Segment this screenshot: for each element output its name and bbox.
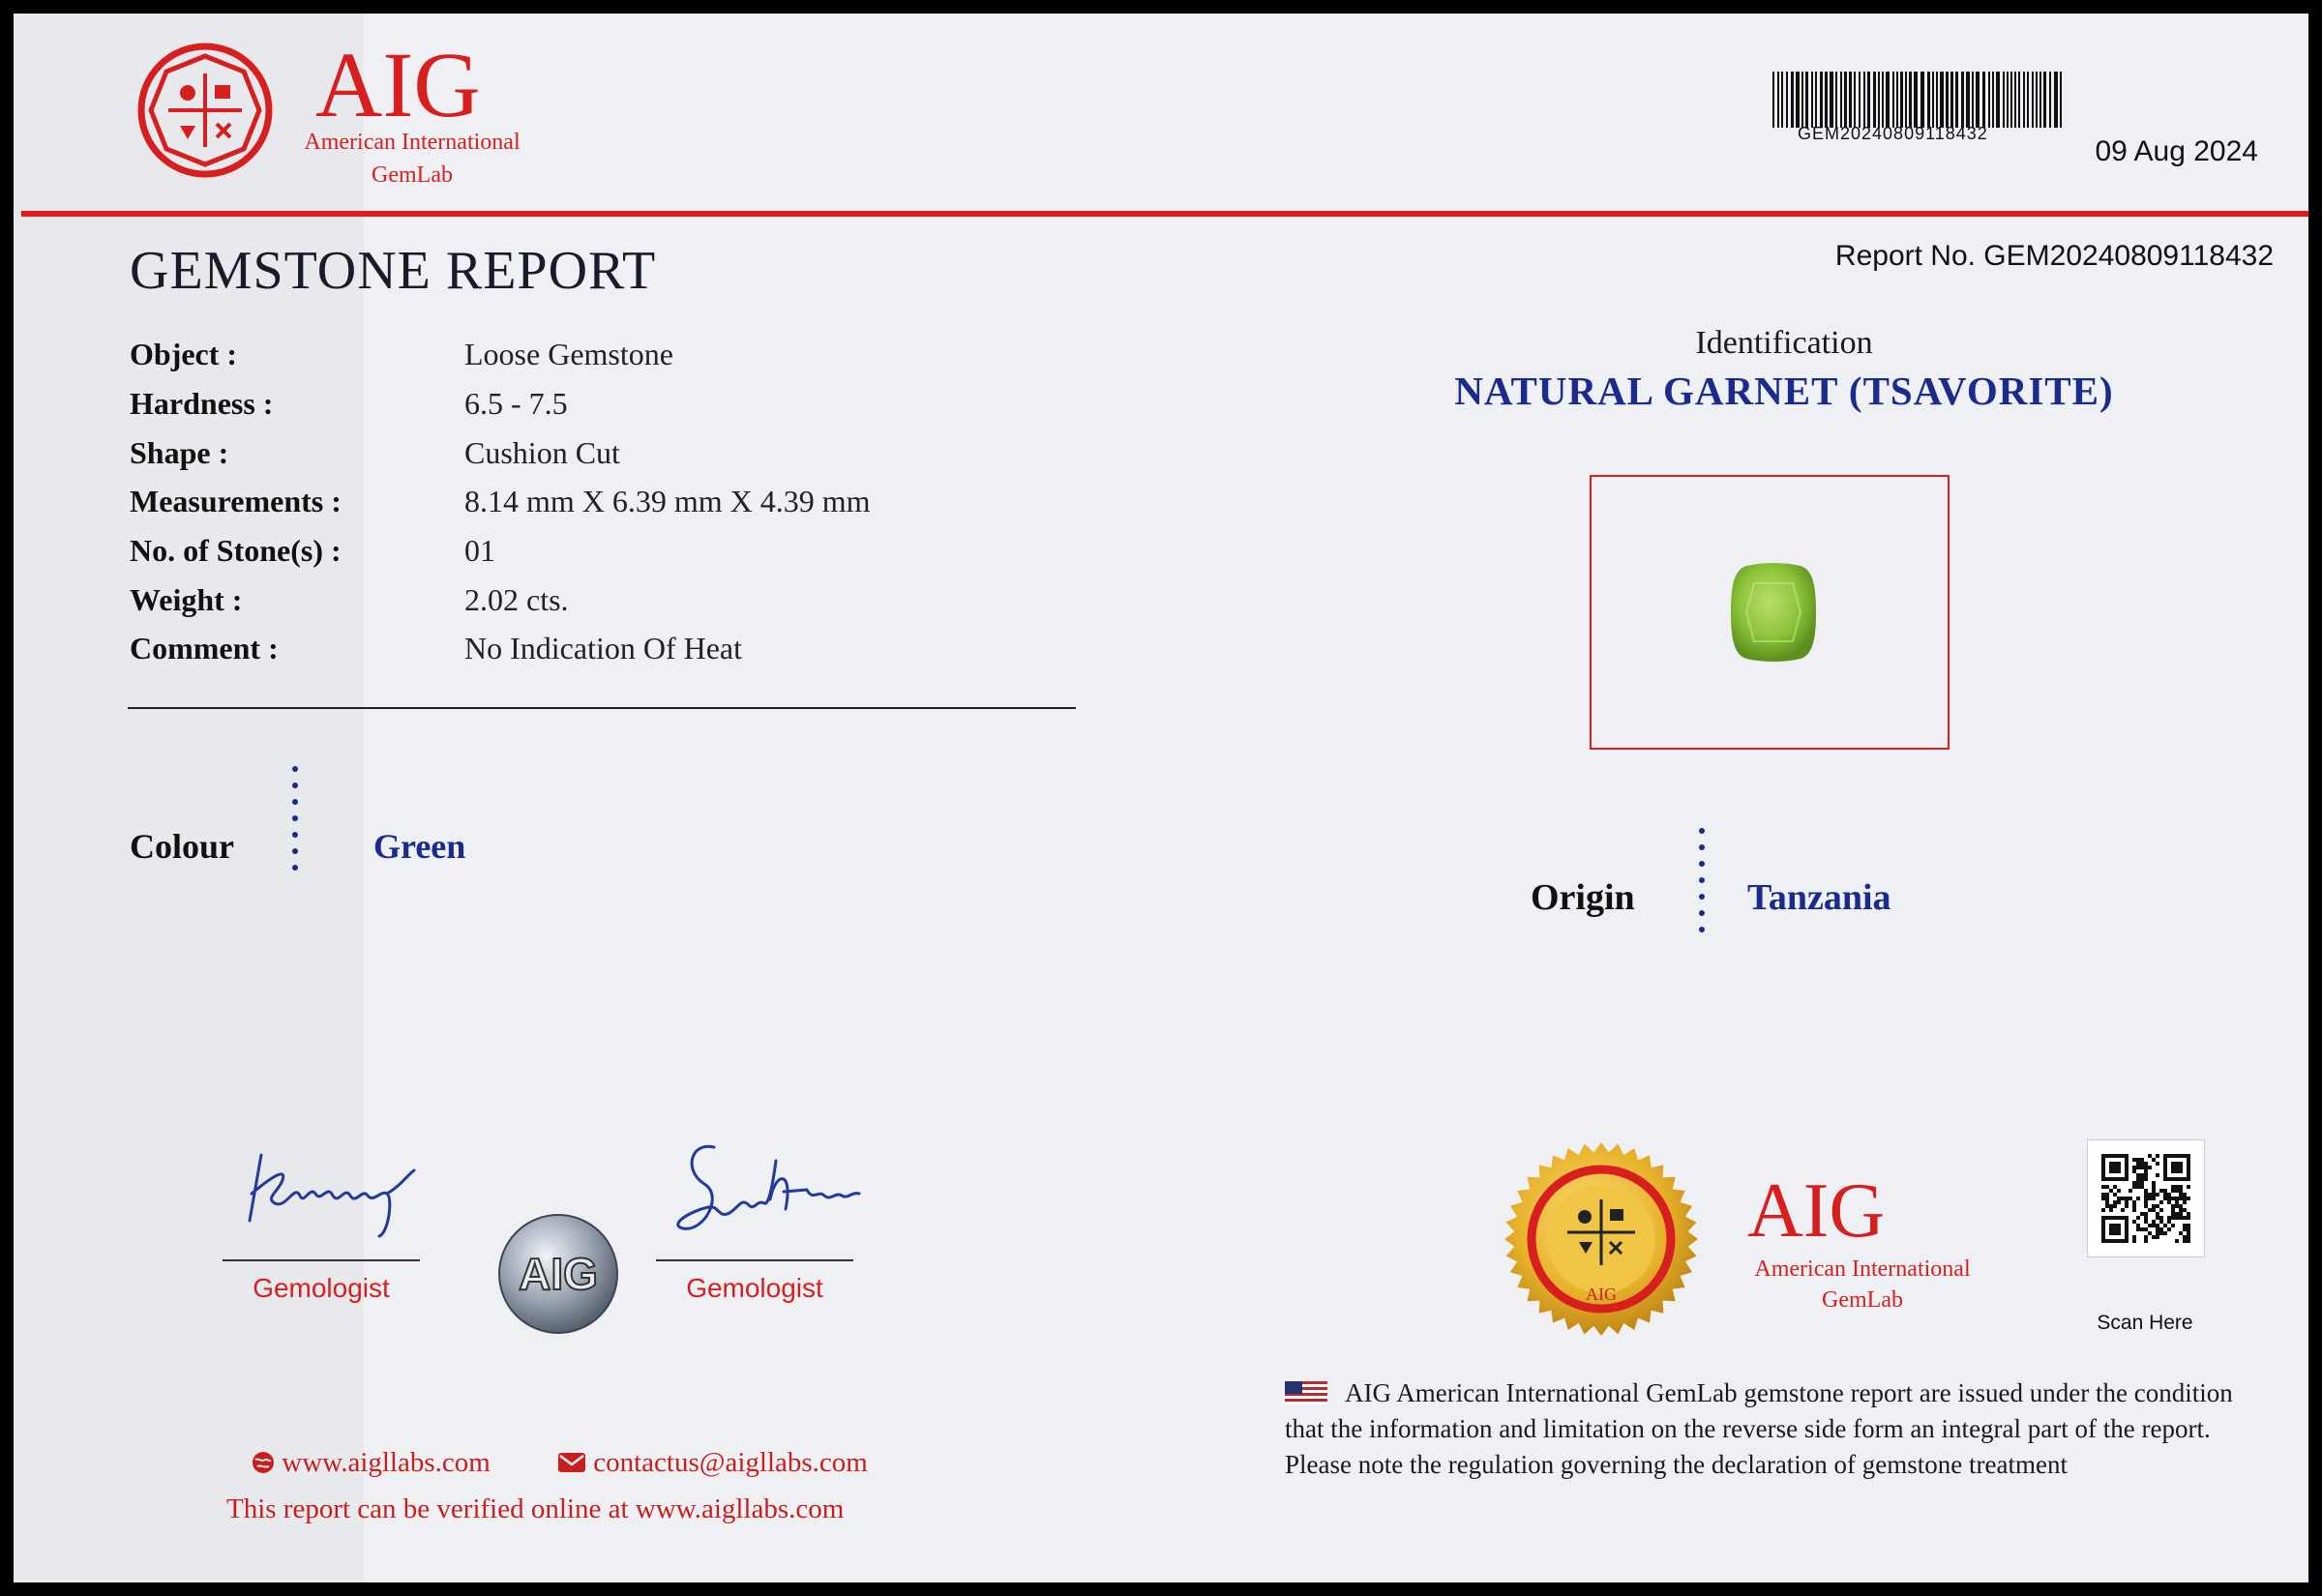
barcode-bar — [1791, 72, 1794, 128]
qr-module — [2140, 1158, 2144, 1162]
qr-module — [2187, 1239, 2190, 1243]
qr-module — [2183, 1224, 2187, 1227]
gemologist-title-2: Gemologist — [686, 1273, 823, 1303]
qr-module — [2101, 1208, 2105, 1212]
qr-module — [2144, 1177, 2148, 1181]
detail-value-measurements: 8.14 mm X 6.39 mm X 4.39 mm — [464, 484, 871, 518]
qr-module — [2163, 1193, 2167, 1197]
qr-module — [2140, 1166, 2144, 1169]
gemologist-title-1: Gemologist — [253, 1273, 390, 1303]
qr-module — [2101, 1185, 2105, 1189]
qr-module — [2136, 1216, 2140, 1220]
qr-module — [2132, 1169, 2136, 1173]
website-text: www.aigllabs.com — [282, 1447, 491, 1478]
qr-module — [2152, 1185, 2156, 1189]
barcode-bar — [1820, 72, 1823, 128]
barcode-bar — [1844, 72, 1847, 128]
qr-module — [2117, 1197, 2121, 1200]
detail-value-hardness: 6.5 - 7.5 — [464, 386, 568, 421]
barcode-bar — [1892, 72, 1894, 128]
qr-module — [2132, 1158, 2136, 1162]
detail-value-stones: 01 — [464, 533, 495, 568]
globe-icon — [252, 1451, 275, 1474]
barcode-bar — [1966, 72, 1970, 128]
qr-module — [2144, 1227, 2148, 1231]
qr-module — [2121, 1197, 2125, 1200]
qr-module — [2183, 1216, 2187, 1220]
qr-module — [2183, 1227, 2187, 1231]
qr-module — [2159, 1189, 2163, 1193]
qr-module — [2152, 1204, 2156, 1208]
qr-module — [2171, 1224, 2175, 1227]
barcode-bar — [1996, 72, 2000, 128]
barcode-bar — [1840, 72, 1842, 128]
barcode-bar — [1972, 72, 1974, 128]
qr-module — [2167, 1200, 2171, 1204]
qr-module — [2101, 1193, 2105, 1197]
barcode-bar — [2036, 72, 2038, 128]
detail-label-measurements: Measurements : — [130, 484, 342, 518]
qr-module — [2179, 1189, 2183, 1193]
barcode-bar — [1946, 72, 1949, 128]
qr-module — [2113, 1193, 2117, 1197]
aig-logo-subtitle: American International GemLab — [304, 130, 521, 188]
qr-module — [2156, 1231, 2159, 1235]
qr-module — [2105, 1204, 2109, 1208]
qr-module — [2156, 1204, 2159, 1208]
detail-value-shape: Cushion Cut — [464, 435, 620, 470]
qr-module — [2132, 1204, 2136, 1208]
qr-module — [2167, 1216, 2171, 1220]
qr-module — [2128, 1197, 2132, 1200]
qr-module — [2132, 1220, 2136, 1224]
qr-module — [2187, 1212, 2190, 1216]
qr-finder-pattern — [2109, 1224, 2121, 1235]
barcode-bar — [2043, 72, 2046, 128]
qr-module — [2156, 1154, 2159, 1158]
qr-module — [2140, 1227, 2144, 1231]
qr-module — [2187, 1231, 2190, 1235]
qr-module — [2144, 1197, 2148, 1200]
qr-module — [2144, 1166, 2148, 1169]
qr-code[interactable] — [2087, 1139, 2205, 1257]
qr-module — [2152, 1193, 2156, 1197]
qr-module — [2187, 1235, 2190, 1239]
detail-label-hardness: Hardness : — [130, 386, 274, 421]
barcode-bar — [2049, 72, 2051, 128]
barcode-bar — [1878, 72, 1880, 128]
qr-module — [2179, 1204, 2183, 1208]
qr-module — [2152, 1189, 2156, 1193]
barcode-bar — [1815, 72, 1817, 128]
qr-module — [2140, 1181, 2144, 1185]
qr-module — [2117, 1189, 2121, 1193]
qr-module — [2109, 1204, 2113, 1208]
disclaimer-text: AIG American International GemLab gemstone report are issued under the condition that the information and limitation on the reverse side form an integral part of the report. Please note the regulation governing the declaration of gemstone treatment — [1285, 1378, 2233, 1479]
barcode-bar — [2023, 72, 2025, 128]
qr-module — [2148, 1166, 2152, 1169]
qr-module — [2183, 1208, 2187, 1212]
qr-module — [2125, 1204, 2128, 1208]
qr-module — [2132, 1200, 2136, 1204]
barcode-bar — [1900, 72, 1903, 128]
qr-module — [2171, 1212, 2175, 1216]
barcode — [1772, 72, 2063, 128]
barcode-bar — [1786, 72, 1788, 128]
barcode-number: GEM20240809118432 — [1798, 124, 1988, 143]
qr-module — [2159, 1200, 2163, 1204]
barcode-bar — [2039, 72, 2041, 128]
qr-module — [2136, 1197, 2140, 1200]
qr-module — [2109, 1208, 2113, 1212]
barcode-bar — [1961, 72, 1964, 128]
qr-module — [2144, 1169, 2148, 1173]
qr-module — [2179, 1185, 2183, 1189]
qr-module — [2167, 1227, 2171, 1231]
gemologist-signature-1 — [236, 1136, 430, 1242]
barcode-bar — [1976, 72, 1980, 128]
qr-module — [2152, 1208, 2156, 1212]
qr-module — [2144, 1189, 2148, 1193]
qr-module — [2171, 1197, 2175, 1200]
qr-module — [2136, 1185, 2140, 1189]
website-link[interactable] — [252, 1447, 491, 1479]
qr-module — [2187, 1216, 2190, 1220]
qr-module — [2125, 1200, 2128, 1204]
qr-module — [2148, 1154, 2152, 1158]
qr-module — [2144, 1235, 2148, 1239]
barcode-bar — [1940, 72, 1944, 128]
qr-module — [2187, 1224, 2190, 1227]
qr-module — [2105, 1200, 2109, 1204]
signature-line-1 — [223, 1259, 420, 1261]
barcode-bar — [1927, 72, 1930, 128]
qr-module — [2152, 1224, 2156, 1227]
aig-logo-wordmark-right: AIG — [1747, 1168, 1886, 1254]
qr-module — [2140, 1177, 2144, 1181]
seal-text: AIG — [1586, 1285, 1617, 1304]
qr-module — [2175, 1189, 2179, 1193]
qr-module — [2163, 1224, 2167, 1227]
barcode-bar — [1886, 72, 1890, 128]
qr-module — [2163, 1189, 2167, 1193]
qr-module — [2152, 1235, 2156, 1239]
qr-module — [2136, 1177, 2140, 1181]
aig-logo-wordmark: AIG — [315, 33, 481, 136]
qr-module — [2179, 1216, 2183, 1220]
gemstone-photo-frame — [1590, 475, 1950, 750]
barcode-bar — [1950, 72, 1953, 128]
qr-module — [2159, 1220, 2163, 1224]
qr-module — [2117, 1200, 2121, 1204]
qr-module — [2152, 1158, 2156, 1162]
qr-module — [2163, 1231, 2167, 1235]
qr-module — [2101, 1197, 2105, 1200]
qr-module — [2105, 1193, 2109, 1197]
qr-module — [2144, 1204, 2148, 1208]
barcode-bar — [1882, 72, 1884, 128]
report-date: 09 Aug 2024 — [2095, 135, 2258, 167]
qr-module — [2156, 1173, 2159, 1177]
hologram-text: AIG — [519, 1249, 598, 1299]
qr-module — [2105, 1185, 2109, 1189]
qr-module — [2144, 1220, 2148, 1224]
qr-module — [2179, 1212, 2183, 1216]
barcode-bar — [2060, 72, 2062, 128]
qr-module — [2152, 1181, 2156, 1185]
qr-module — [2175, 1200, 2179, 1204]
report-number: Report No. GEM20240809118432 — [1834, 240, 2274, 272]
origin-label: Origin — [1531, 877, 1635, 918]
disclaimer — [1285, 1375, 2252, 1483]
qr-module — [2171, 1185, 2175, 1189]
qr-module — [2187, 1227, 2190, 1231]
identification-value: NATURAL GARNET (TSAVORITE) — [1454, 369, 2114, 413]
qr-module — [2105, 1197, 2109, 1200]
detail-value-weight: 2.02 cts. — [464, 582, 569, 617]
qr-module — [2179, 1193, 2183, 1197]
qr-finder-pattern — [2109, 1162, 2121, 1173]
qr-module — [2140, 1162, 2144, 1166]
barcode-bar — [1811, 72, 1813, 128]
barcode-bar — [1955, 72, 1958, 128]
detail-label-shape: Shape : — [130, 435, 229, 470]
qr-module — [2136, 1173, 2140, 1177]
barcode-bar — [2018, 72, 2020, 128]
qr-module — [2175, 1216, 2179, 1220]
qr-module — [2171, 1216, 2175, 1220]
qr-module — [2148, 1231, 2152, 1235]
barcode-bar — [1781, 72, 1783, 128]
identification-label: Identification — [1695, 325, 1873, 361]
qr-module — [2183, 1200, 2187, 1204]
qr-module — [2183, 1239, 2187, 1243]
barcode-bar — [1863, 72, 1865, 128]
origin-value: Tanzania — [1747, 877, 1891, 918]
qr-module — [2140, 1173, 2144, 1177]
qr-module — [2125, 1197, 2128, 1200]
barcode-bar — [1796, 72, 1800, 128]
qr-module — [2152, 1197, 2156, 1200]
qr-module — [2144, 1200, 2148, 1204]
barcode-bar — [1936, 72, 1938, 128]
qr-module — [2136, 1224, 2140, 1227]
qr-module — [2175, 1185, 2179, 1189]
qr-module — [2136, 1181, 2140, 1185]
qr-module — [2132, 1235, 2136, 1239]
detail-label-object: Object : — [130, 337, 238, 371]
qr-module — [2148, 1224, 2152, 1227]
us-flag-icon — [1285, 1381, 1327, 1404]
qr-module — [2132, 1208, 2136, 1212]
qr-module — [2148, 1197, 2152, 1200]
qr-module — [2175, 1197, 2179, 1200]
barcode-bar — [1835, 72, 1837, 128]
barcode-bar — [1982, 72, 1985, 128]
qr-module — [2167, 1197, 2171, 1200]
qr-module — [2144, 1212, 2148, 1216]
qr-module — [2187, 1185, 2190, 1189]
qr-module — [2159, 1216, 2163, 1220]
qr-module — [2148, 1208, 2152, 1212]
qr-module — [2175, 1239, 2179, 1243]
qr-module — [2152, 1220, 2156, 1224]
qr-module — [2171, 1189, 2175, 1193]
qr-module — [2159, 1231, 2163, 1235]
qr-module — [2183, 1193, 2187, 1197]
qr-module — [2163, 1197, 2167, 1200]
qr-module — [2171, 1204, 2175, 1208]
barcode-bar — [2032, 72, 2034, 128]
qr-module — [2132, 1181, 2136, 1185]
details-divider — [128, 707, 1076, 709]
qr-module — [2167, 1193, 2171, 1197]
qr-module — [2156, 1162, 2159, 1166]
barcode-bar — [1859, 72, 1861, 128]
barcode-bar — [1830, 72, 1833, 128]
qr-module — [2179, 1231, 2183, 1235]
qr-finder-pattern — [2171, 1162, 2183, 1173]
aig-logo-subtitle-right: American International GemLab — [1754, 1256, 1971, 1313]
qr-module — [2183, 1197, 2187, 1200]
qr-module — [2144, 1162, 2148, 1166]
barcode-bar — [1849, 72, 1852, 128]
qr-module — [2175, 1204, 2179, 1208]
barcode-bar — [1854, 72, 1856, 128]
qr-module — [2175, 1212, 2179, 1216]
signature-line-2 — [656, 1259, 853, 1261]
qr-module — [2144, 1216, 2148, 1220]
qr-module — [2148, 1193, 2152, 1197]
barcode-bar — [1909, 72, 1912, 128]
qr-module — [2156, 1224, 2159, 1227]
barcode-bar — [2014, 72, 2016, 128]
qr-module — [2136, 1162, 2140, 1166]
qr-module — [2156, 1193, 2159, 1197]
qr-module — [2183, 1235, 2187, 1239]
aig-emblem-logo — [137, 43, 273, 178]
barcode-bar — [1896, 72, 1898, 128]
qr-module — [2144, 1193, 2148, 1197]
barcode-bar — [1920, 72, 1924, 128]
qr-module — [2136, 1158, 2140, 1162]
barcode-bar — [2007, 72, 2009, 128]
qr-module — [2132, 1166, 2136, 1169]
qr-module — [2113, 1200, 2117, 1204]
barcode-bar — [2027, 72, 2029, 128]
barcode-bar — [1867, 72, 1870, 128]
qr-module — [2132, 1185, 2136, 1189]
qr-module — [2144, 1173, 2148, 1177]
barcode-bar — [2003, 72, 2005, 128]
gemologist-signature-2 — [662, 1132, 875, 1257]
detail-label-comment: Comment : — [130, 631, 279, 665]
colour-value: Green — [373, 827, 466, 866]
qr-module — [2179, 1208, 2183, 1212]
barcode-bar — [1772, 72, 1774, 128]
qr-module — [2156, 1216, 2159, 1220]
barcode-bar — [2054, 72, 2058, 128]
qr-module — [2187, 1197, 2190, 1200]
envelope-icon — [557, 1452, 586, 1473]
certificate-sheet — [14, 14, 2308, 1582]
email-link[interactable] — [557, 1447, 868, 1479]
barcode-bar — [1988, 72, 1990, 128]
qr-module — [2140, 1212, 2144, 1216]
qr-module — [2156, 1235, 2159, 1239]
qr-module — [2128, 1189, 2132, 1193]
barcode-bar — [1873, 72, 1876, 128]
detail-value-comment: No Indication Of Heat — [464, 631, 743, 665]
qr-module — [2121, 1208, 2125, 1212]
barcode-bar — [1825, 72, 1828, 128]
aig-gold-seal — [1502, 1139, 1701, 1339]
barcode-bar — [1777, 72, 1779, 128]
barcode-bar — [1905, 72, 1907, 128]
colour-dotted-separator — [292, 766, 298, 881]
qr-module — [2179, 1197, 2183, 1200]
barcode-bar — [1932, 72, 1934, 128]
verify-note: This report can be verified online at www.aigllabs.com — [226, 1493, 845, 1524]
qr-module — [2136, 1227, 2140, 1231]
qr-module — [2109, 1189, 2113, 1193]
colour-label: Colour — [130, 827, 234, 866]
barcode-bar — [2010, 72, 2012, 128]
scan-here-label: Scan Here — [2097, 1312, 2193, 1334]
qr-module — [2156, 1227, 2159, 1231]
qr-module — [2140, 1185, 2144, 1189]
aig-hologram-seal — [497, 1213, 619, 1335]
qr-module — [2113, 1185, 2117, 1189]
header-divider — [21, 211, 2308, 217]
detail-label-stones: No. of Stone(s) : — [130, 533, 342, 568]
qr-module — [2136, 1166, 2140, 1169]
qr-module — [2171, 1208, 2175, 1212]
email-text: contactus@aigllabs.com — [593, 1447, 868, 1478]
barcode-bar — [1801, 72, 1803, 128]
detail-label-weight: Weight : — [130, 582, 243, 617]
qr-module — [2167, 1220, 2171, 1224]
qr-module — [2159, 1227, 2163, 1231]
barcode-bar — [1914, 72, 1918, 128]
barcode-bar — [1805, 72, 1808, 128]
detail-value-object: Loose Gemstone — [464, 337, 673, 371]
qr-module — [2156, 1212, 2159, 1216]
qr-module — [2132, 1239, 2136, 1243]
qr-module — [2159, 1208, 2163, 1212]
qr-module — [2144, 1239, 2148, 1243]
page-title: GEMSTONE REPORT — [130, 241, 657, 301]
barcode-bar — [1992, 72, 1994, 128]
qr-module — [2113, 1204, 2117, 1208]
origin-dotted-separator — [1699, 828, 1705, 943]
gemstone-photo — [1729, 562, 1818, 663]
